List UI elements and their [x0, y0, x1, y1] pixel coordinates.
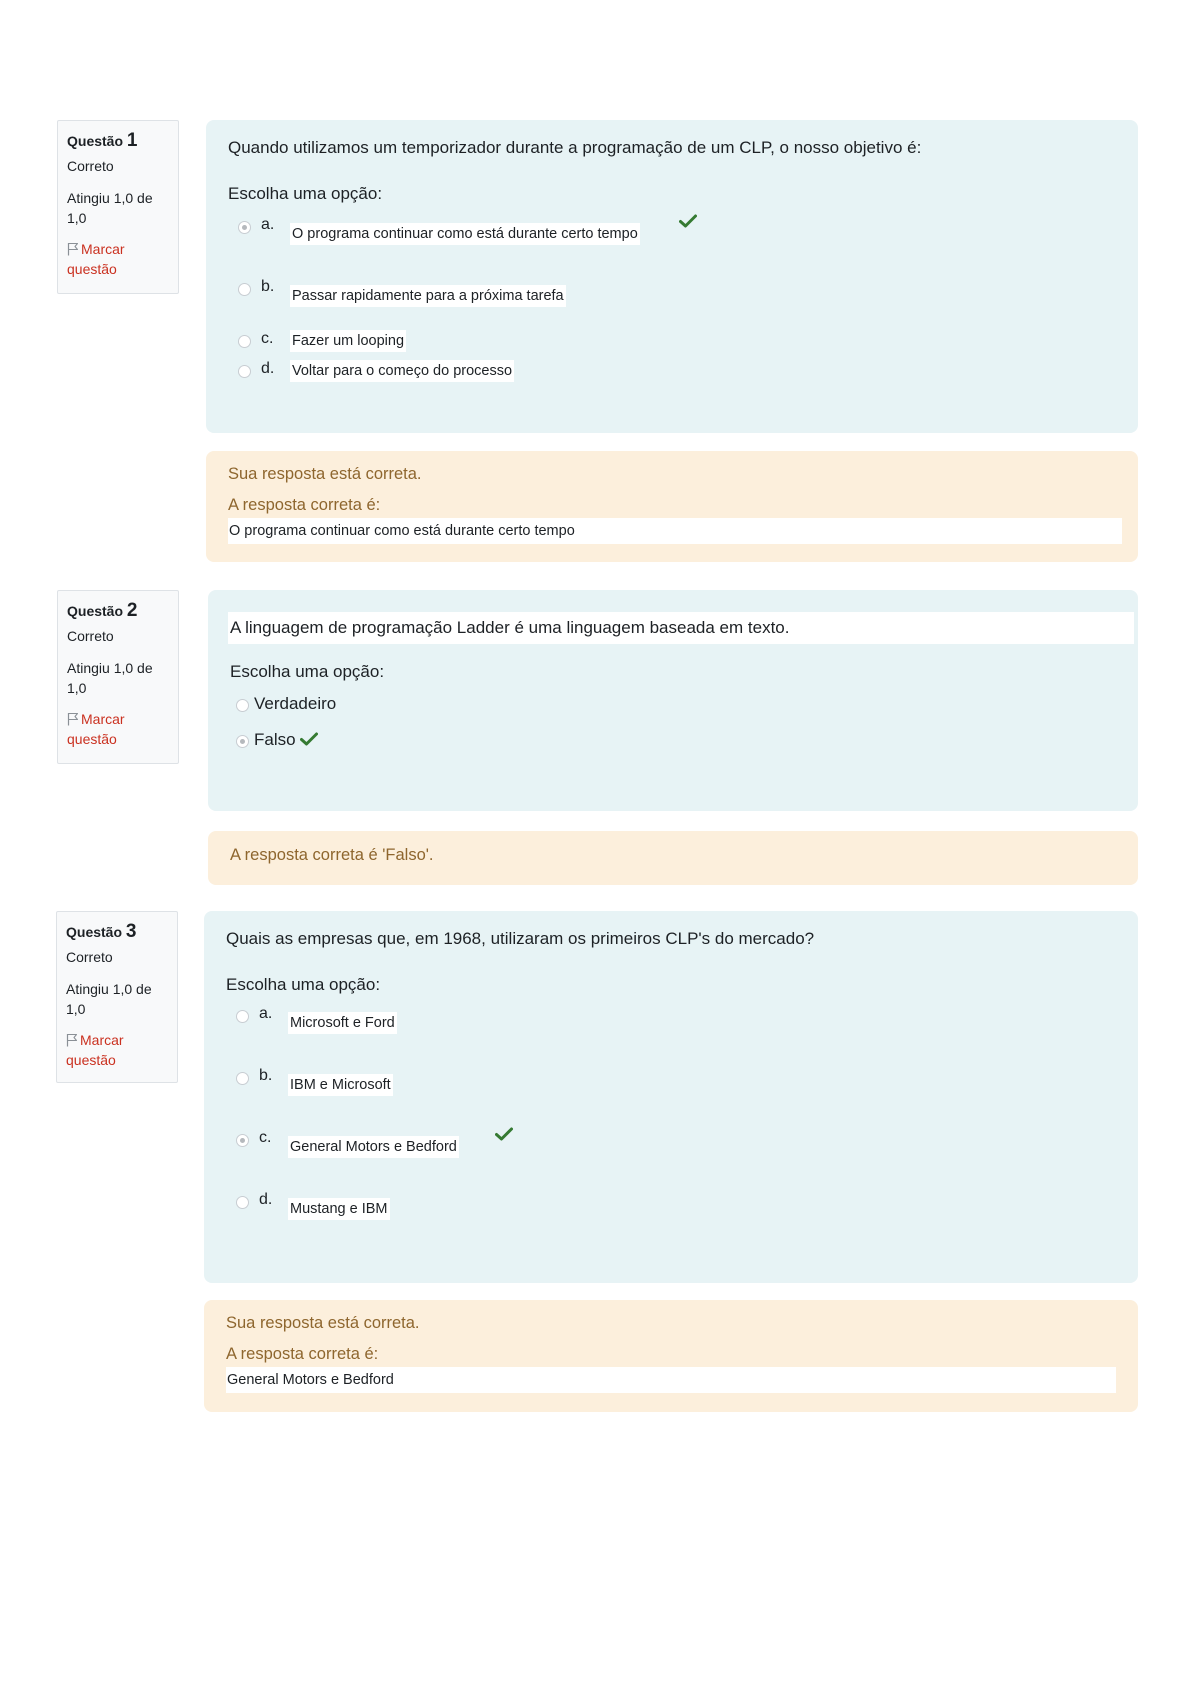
radio-button[interactable] [238, 365, 251, 378]
flag-question-link[interactable] [67, 239, 170, 280]
option-label: Microsoft e Ford [288, 1012, 397, 1034]
option-label: Mustang e IBM [288, 1198, 390, 1220]
answer-option-c[interactable] [228, 328, 1116, 358]
question-text: Quando utilizamos um temporizador durante a programação de um CLP, o nosso objetivo é: [228, 138, 922, 157]
flag-question-link[interactable] [66, 1030, 169, 1071]
option-letter: a. [261, 215, 275, 233]
question-state: Correto [67, 158, 114, 174]
radio-button[interactable] [236, 1134, 249, 1147]
answer-prompt: Escolha uma opção: [226, 974, 381, 994]
radio-button[interactable] [236, 735, 249, 748]
correct-answer: General Motors e Bedford [226, 1367, 1116, 1393]
question-number [67, 130, 170, 152]
option-letter: c. [261, 329, 274, 347]
question-info [57, 120, 179, 294]
option-label: General Motors e Bedford [288, 1136, 459, 1158]
question-formulation [204, 911, 1138, 1283]
flag-label: Marcar questão [67, 710, 125, 747]
question-info [56, 911, 178, 1083]
question-label: Questão [66, 924, 123, 940]
answer-options [226, 1003, 1116, 1251]
question-label: Questão [67, 133, 124, 149]
radio-button[interactable] [236, 1196, 249, 1209]
flag-icon [66, 1033, 78, 1047]
question-grade: Atingiu 1,0 de 1,0 [67, 190, 153, 227]
radio-button[interactable] [236, 1010, 249, 1023]
question-info [57, 590, 179, 764]
answer-option-false[interactable] [230, 730, 1116, 766]
option-letter: d. [259, 1190, 273, 1208]
answer-prompt: Escolha uma opção: [228, 183, 383, 203]
question-feedback [204, 1300, 1138, 1412]
flag-label: Marcar questão [67, 240, 125, 277]
answer-option-d[interactable] [228, 358, 1116, 388]
answer-prompt: Escolha uma opção: [230, 661, 385, 681]
question-feedback [206, 451, 1138, 562]
answer-option-true[interactable] [230, 694, 1116, 730]
answer-option-b[interactable] [228, 276, 1116, 328]
check-icon [495, 1127, 513, 1141]
question-text: A linguagem de programação Ladder é uma linguagem baseada em texto. [228, 612, 1134, 644]
check-icon [679, 214, 697, 228]
radio-button[interactable] [238, 221, 251, 234]
answer-option-d[interactable] [226, 1189, 1116, 1251]
question-formulation [208, 590, 1138, 811]
question-state: Correto [67, 628, 114, 644]
question-feedback [208, 831, 1138, 885]
question-number-value: 1 [126, 130, 138, 151]
question-formulation [206, 120, 1138, 433]
question-label: Questão [67, 603, 124, 619]
option-label: IBM e Microsoft [288, 1074, 393, 1096]
question-text: Quais as empresas que, em 1968, utilizaram os primeiros CLP's do mercado? [226, 929, 815, 948]
question-number [67, 600, 170, 622]
answer-option-a[interactable] [226, 1003, 1116, 1065]
option-label: Voltar para o começo do processo [290, 360, 514, 382]
radio-button[interactable] [238, 335, 251, 348]
question-grade: Atingiu 1,0 de 1,0 [66, 981, 152, 1018]
feedback-status: Sua resposta está correta. [228, 465, 422, 483]
flag-icon [67, 242, 79, 256]
option-label: Passar rapidamente para a próxima tarefa [290, 285, 566, 307]
correct-answer-text: A resposta correta é 'Falso'. [230, 846, 434, 864]
correct-answer-label: A resposta correta é: [228, 496, 381, 514]
question-number [66, 921, 169, 943]
flag-question-link[interactable] [67, 709, 170, 750]
question-grade: Atingiu 1,0 de 1,0 [67, 660, 153, 697]
radio-button[interactable] [236, 699, 249, 712]
question-number-value: 3 [125, 921, 137, 942]
answer-option-b[interactable] [226, 1065, 1116, 1127]
flag-icon [67, 712, 79, 726]
question-number-value: 2 [126, 600, 138, 621]
option-label: O programa continuar como está durante certo tempo [292, 225, 638, 242]
option-letter: d. [261, 359, 275, 377]
check-icon [300, 732, 318, 746]
option-label: Falso [254, 729, 296, 749]
feedback-status: Sua resposta está correta. [226, 1314, 420, 1332]
answer-options [230, 694, 1116, 766]
answer-option-c[interactable] [226, 1127, 1116, 1189]
option-letter: a. [259, 1004, 273, 1022]
option-label-wrap [254, 730, 318, 750]
option-letter: b. [259, 1066, 273, 1084]
radio-button[interactable] [236, 1072, 249, 1085]
flag-label: Marcar questão [66, 1031, 124, 1068]
option-letter: c. [259, 1128, 272, 1146]
option-label-wrap [290, 223, 640, 245]
question-state: Correto [66, 949, 113, 965]
option-letter: b. [261, 277, 275, 295]
option-label: Verdadeiro [254, 693, 337, 713]
answer-options [228, 214, 1116, 388]
radio-button[interactable] [238, 283, 251, 296]
option-label: Fazer um looping [290, 330, 406, 352]
answer-option-a[interactable] [228, 214, 1116, 276]
correct-answer-label: A resposta correta é: [226, 1345, 379, 1363]
correct-answer: O programa continuar como está durante certo tempo [228, 518, 1122, 544]
